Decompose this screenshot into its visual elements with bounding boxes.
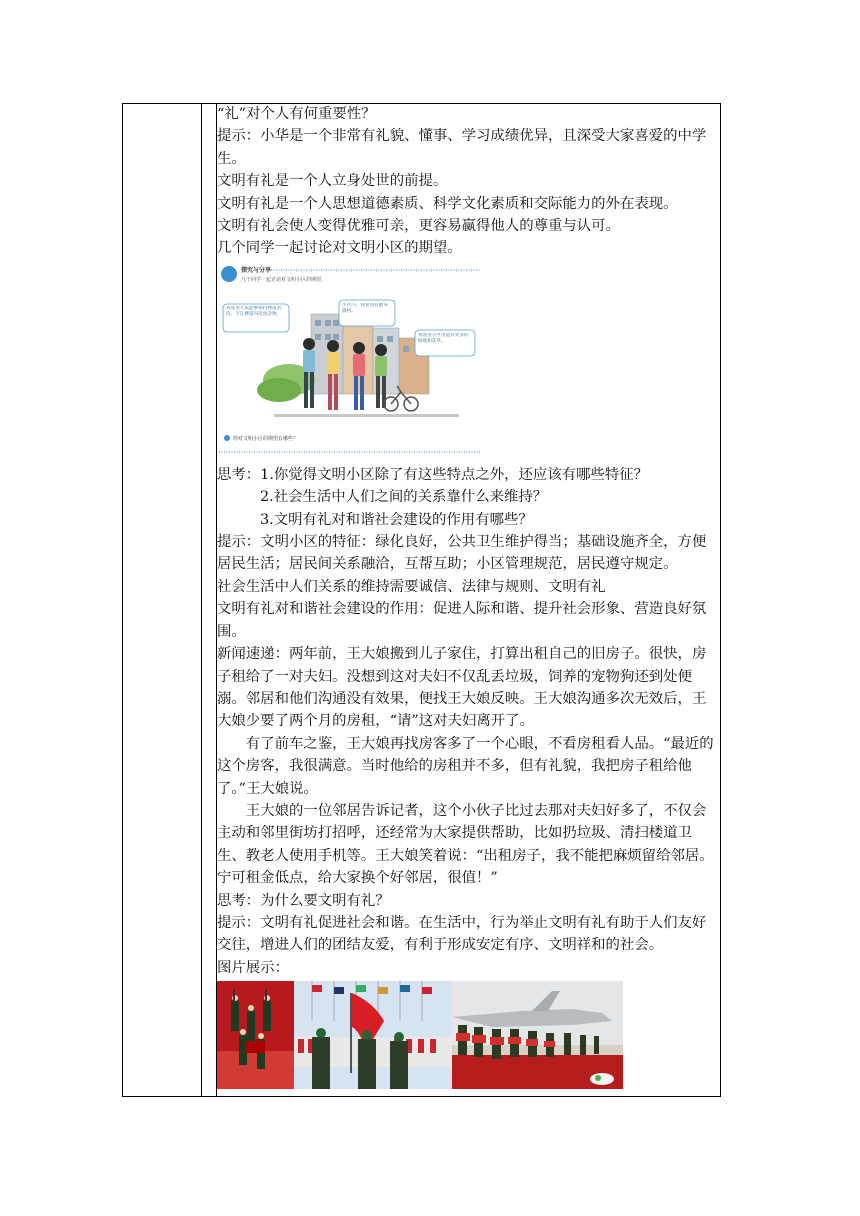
paragraph: 文明有礼是一个人思想道德素质、科学文化素质和交际能力的外在表现。 [217, 195, 678, 212]
figure-header-title: 探究与分享 [241, 266, 272, 274]
paragraph: “礼”对个人有何重要性？ [217, 106, 376, 122]
bubble-text-1: 我希望大家能够保持楼道清洁，不在楼道内乱放杂物。 [226, 305, 282, 317]
paragraph: 文明有礼会使人变得优雅可亲，更容易赢得他人的尊重与认可。 [217, 218, 620, 235]
news-paragraph: 有了前车之鉴，王大娘再找房客多了一个心眼，不看房租看人品。“最近的这个房客，我很满意。当时他给的房租并不多，但有礼貌，我把房子租给他了。”王大娘说。 [217, 735, 714, 797]
hint-paragraph: 社会生活中人们关系的维持需要诚信、法律与规则、文明有礼 [217, 578, 606, 595]
textbook-illustration [219, 264, 481, 460]
question-bullet-icon [224, 435, 230, 441]
content-cell [217, 103, 717, 1089]
logo-icon [595, 1075, 601, 1081]
figure-header-sub: 几个同学一起讨论对文明小区的期望。 [241, 276, 327, 283]
bubble-text-2: 小区内，我希望有健身器材。 [342, 302, 388, 314]
column-divider-1 [201, 104, 202, 1096]
news-paragraph: 新闻速递：两年前，王大娘搬到儿子家住，打算出租自己的旧房子。很快，房子租给了一对夫妇。没想到这对夫妇不仅乱丢垃圾，饲养的宠物狗还到处便溺。邻居和他们沟通没有效果，便找王大娘反映。王大娘沟通多次无效后，王大娘少要了两个月的房租，“请”这对夫妇离开了。 [217, 646, 707, 730]
section-badge-icon [221, 266, 237, 282]
repatriation-ceremony-photo [452, 981, 623, 1089]
hint-paragraph: 提示：文明有礼促进社会和谐。在生活中，行为举止文明有礼有助于人们友好交往，增进人们的团结友爱，有利于形成安定有序、文明祥和的社会。 [217, 914, 707, 954]
gallery-label: 图片展示： [217, 959, 289, 976]
figure-question: 你对文明小区的期望有哪些？ [233, 435, 299, 442]
think-question-3: 3.文明有礼对和谐社会建设的作用有哪些？ [260, 511, 533, 528]
think-question-2: 2.社会生活中人们之间的关系靠什么来维持？ [260, 489, 548, 506]
think-question-1: 思考：1.你觉得文明小区除了有这些特点之外，还应该有哪些特征？ [217, 466, 649, 483]
flag-ceremony-photo [294, 981, 452, 1089]
paragraph: 几个同学一起讨论对文明小区的期望。 [217, 240, 462, 257]
hint-paragraph: 文明有礼对和谐社会建设的作用：促进人际和谐、提升社会形象、营造良好氛围。 [217, 601, 707, 640]
honor-guard-photo [217, 981, 294, 1089]
paragraph: 提示：小华是一个非常有礼貌、懂事、学习成绩优异，且深受大家喜爱的中学生。 [217, 128, 707, 167]
think-question: 思考：为什么要文明有礼？ [217, 892, 390, 909]
news-paragraph: 王大娘的一位邻居告诉记者，这个小伙子比过去那对夫妇好多了，不仅会主动和邻里街坊打招呼，还经常为大家提供帮助，比如扔垃圾、清扫楼道卫生、教老人使用手机等。王大娘笑着说：“出租房子，我不能把麻烦留给邻居。宁可租金低点，给大家换个好邻居，很值！” [217, 802, 714, 887]
photo-gallery [217, 981, 717, 1089]
paragraph: 文明有礼是一个人立身处世的前提。 [217, 173, 448, 190]
bubble-text-3: 我希望小区里能有更多的绿地和花草。 [418, 332, 469, 344]
hint-paragraph: 提示：文明小区的特征：绿化良好，公共卫生维护得当；基础设施齐全，方便居民生活；居民间关系融洽，互帮互助；小区管理规范，居民遵守规定。 [217, 534, 707, 573]
